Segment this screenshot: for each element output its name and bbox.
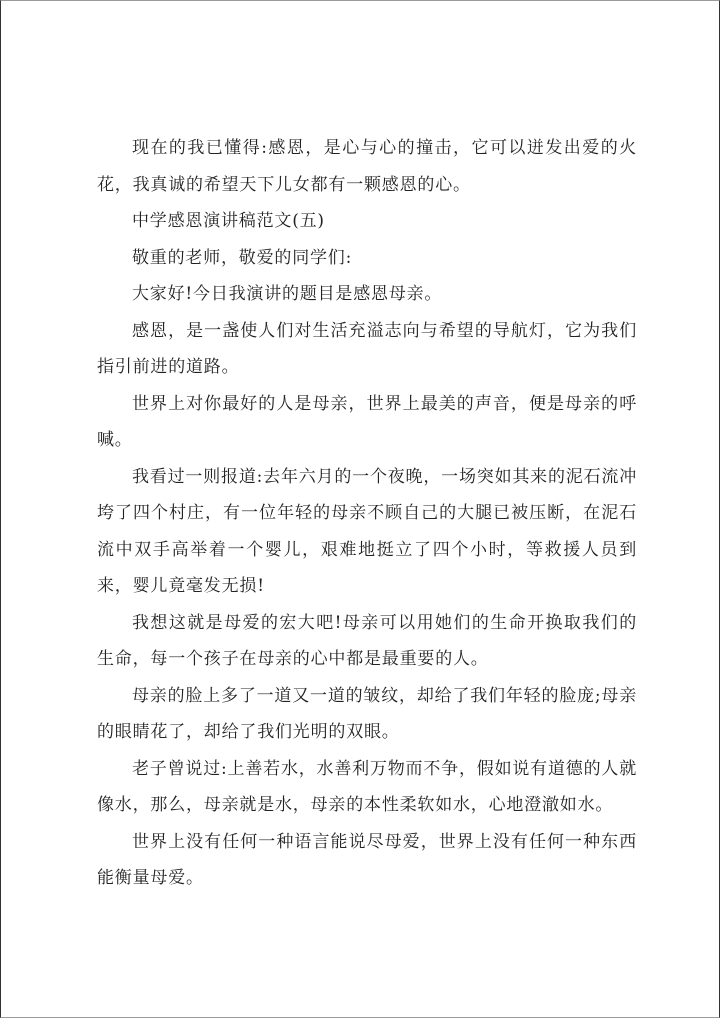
paragraph-9: 母亲的脸上多了一道又一道的皱纹，却给了我们年轻的脸庞;母亲的眼睛花了，却给了我们光明的双眼。 xyxy=(97,685,637,742)
paragraph-8: 我想这就是母爱的宏大吧!母亲可以用她们的生命开换取我们的生命，每一个孩子在母亲的心中都是最重要的人。 xyxy=(97,612,637,669)
document-body xyxy=(97,130,637,897)
paragraph-10: 老子曾说过:上善若水，水善利万物而不争，假如说有道德的人就像水，那么，母亲就是水，母亲的本性柔软如水，心地澄澈如水。 xyxy=(97,758,637,815)
paragraph-7: 我看过一则报道:去年六月的一个夜晚，一场突如其来的泥石流冲垮了四个村庄，有一位年轻的母亲不顾自己的大腿已被压断，在泥石流中双手高举着一个婴儿，艰难地挺立了四个小时，等救援人员到来，婴儿竟毫发无损! xyxy=(97,466,637,596)
paragraph-11: 世界上没有任何一种语言能说尽母爱，世界上没有任何一种东西能衡量母爱。 xyxy=(97,831,637,888)
greeting: 大家好!今日我演讲的题目是感恩母亲。 xyxy=(132,284,443,304)
section-title: 中学感恩演讲稿范文(五) xyxy=(132,211,325,231)
paragraph-5: 感恩，是一盏使人们对生活充溢志向与希望的导航灯，它为我们指引前进的道路。 xyxy=(97,320,637,377)
salutation: 敬重的老师，敬爱的同学们: xyxy=(132,247,353,268)
paragraph-1: 现在的我已懂得:感恩，是心与心的撞击，它可以迸发出爱的火花，我真诚的希望天下儿女都有一颗感恩的心。 xyxy=(97,138,637,195)
paragraph-6: 世界上对你最好的人是母亲，世界上最美的声音，便是母亲的呼喊。 xyxy=(97,393,637,450)
